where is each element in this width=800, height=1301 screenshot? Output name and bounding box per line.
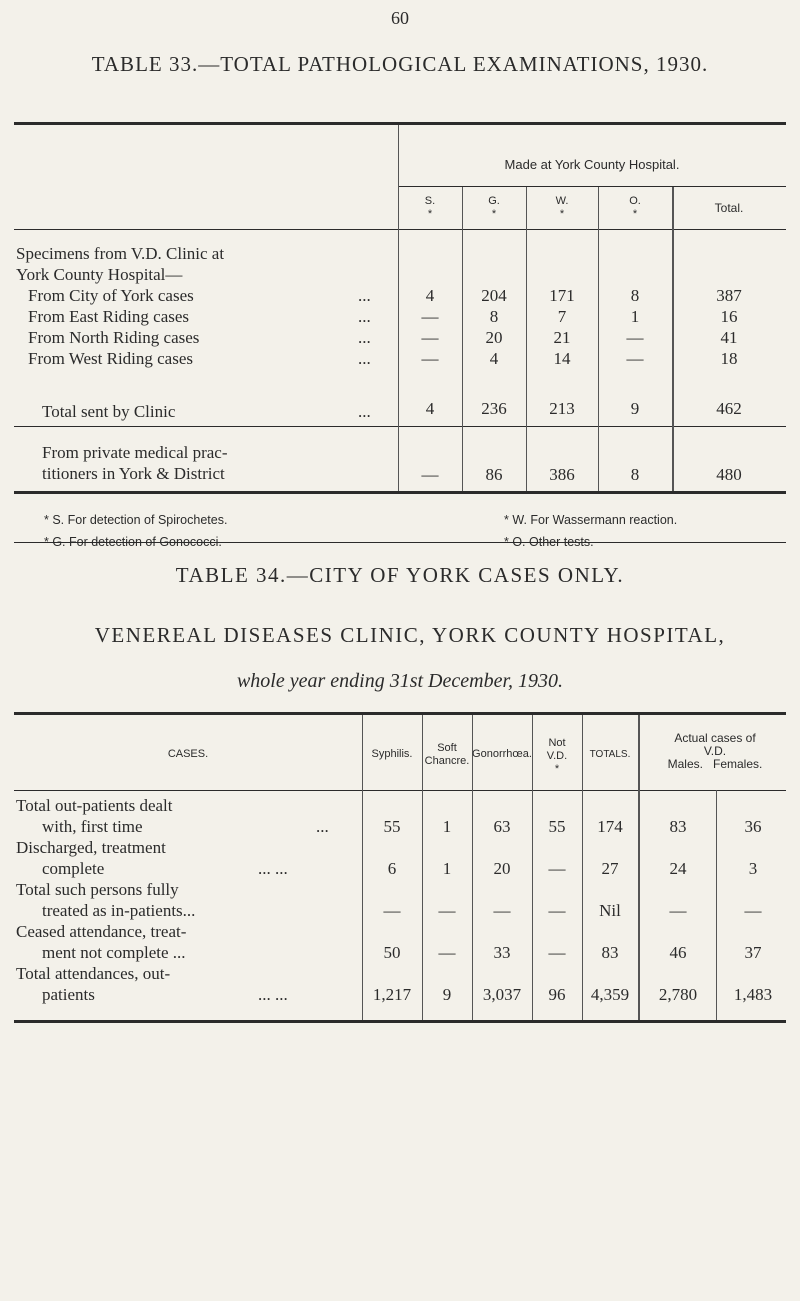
- table-33-bottom-rule: [14, 491, 786, 494]
- col-header-w: W. *: [555, 195, 569, 220]
- col-header-not-vd: Not V.D. *: [546, 737, 568, 775]
- group-header: Made at York County Hospital.: [504, 157, 680, 172]
- table-34-top-rule: [14, 712, 786, 715]
- col-header-g: G. *: [488, 195, 500, 220]
- group-header-rule: [398, 186, 786, 187]
- table-34-subtitle: VENEREAL DISEASES CLINIC, YORK COUNTY HOSPITAL,: [94, 623, 726, 647]
- footnote: * W. For Wassermann reaction.: [504, 513, 678, 527]
- col-header-s: S. *: [424, 195, 436, 220]
- col-header-syphilis: Syphilis.: [371, 748, 413, 760]
- table-34-bottom-rule: [14, 1020, 786, 1023]
- footnote: * O. Other tests.: [504, 535, 594, 549]
- header-bottom-rule: [14, 790, 786, 791]
- col-header-gonorrhoea: Gonorrhœa.: [472, 748, 532, 760]
- section-label: York County Hospital—: [16, 265, 183, 284]
- footnote: * G. For detection of Gonococci.: [44, 535, 222, 549]
- table-34-title: TABLE 34.—CITY OF YORK CASES ONLY.: [175, 563, 625, 587]
- col-header-soft-chancre: Soft Chancre.: [424, 742, 470, 767]
- col-header-cases: CASES.: [167, 748, 209, 760]
- col-header-females: Females.: [713, 757, 763, 771]
- table-33-top-rule: [14, 122, 786, 125]
- col-header-males: Males.: [667, 757, 703, 771]
- table-33-title: TABLE 33.—TOTAL PATHOLOGICAL EXAMINATIONS, 1930.: [91, 52, 709, 76]
- section-label: Specimens from V.D. Clinic at: [16, 244, 225, 263]
- page-number: 60: [391, 8, 409, 28]
- col-header-o: O. *: [629, 195, 641, 220]
- col-header-total: Total.: [714, 201, 744, 215]
- table-34-period: whole year ending 31st December, 1930.: [236, 670, 564, 692]
- footnote: * S. For detection of Spirochetes.: [44, 513, 228, 527]
- col-header-totals: TOTALS.: [589, 749, 631, 760]
- col-header-actual-cases: Actual cases of V.D. Males. Females.: [667, 731, 763, 771]
- clinic-rule: [14, 426, 786, 427]
- header-bottom-rule: [14, 229, 786, 230]
